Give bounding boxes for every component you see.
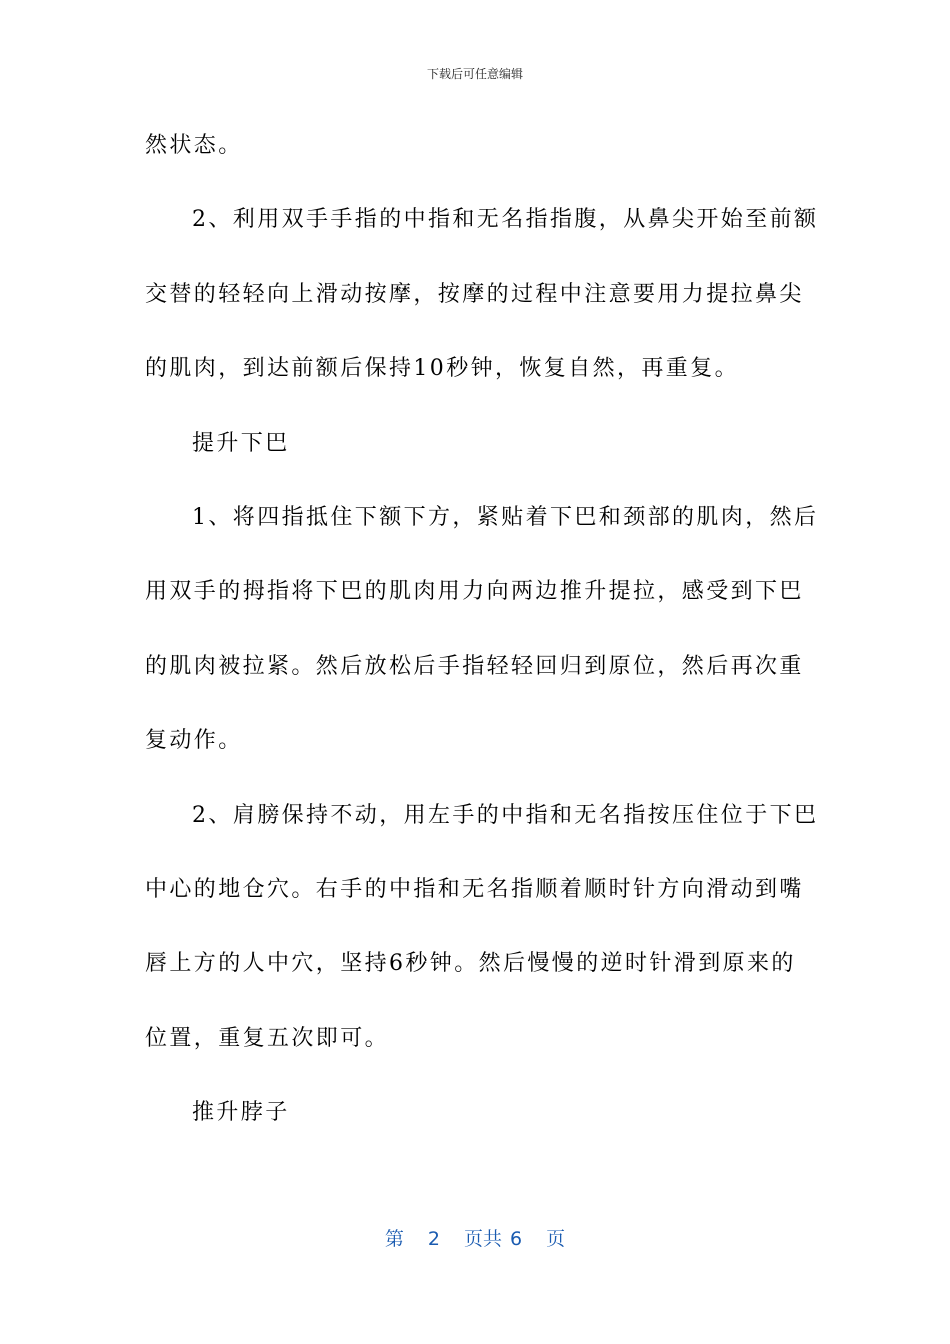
paragraph-line: 位置，重复五次即可。 <box>145 1025 390 1051</box>
paragraph-line: 2、肩膀保持不动，用左手的中指和无名指按压住位于下巴 <box>192 802 819 828</box>
footer-prefix: 第 <box>384 1228 404 1250</box>
paragraph-line: 唇上方的人中穴，坚持6秒钟。然后慢慢的逆时针滑到原来的 <box>145 951 796 977</box>
footer-suffix: 页 <box>546 1228 566 1250</box>
paragraph-line: 中心的地仓穴。右手的中指和无名指顺着顺时针方向滑动到嘴 <box>145 876 804 902</box>
paragraph-line: 1、将四指抵住下额下方，紧贴着下巴和颈部的肌肉，然后 <box>192 504 819 530</box>
paragraph-line: 然状态。 <box>145 133 243 158</box>
footer-middle: 页共 <box>463 1228 502 1250</box>
page-number-footer <box>0 1226 950 1252</box>
section-heading: 提升下巴 <box>192 430 290 456</box>
header-note: 下载后可任意编辑 <box>426 67 523 81</box>
body-text <box>145 124 819 1165</box>
total-pages-number: 6 <box>510 1228 523 1250</box>
section-heading: 推升脖子 <box>192 1100 290 1126</box>
paragraph-line: 2、利用双手手指的中指和无名指指腹，从鼻尖开始至前额 <box>192 207 819 233</box>
paragraph-line: 交替的轻轻向上滑动按摩，按摩的过程中注意要用力提拉鼻尖 <box>145 281 804 307</box>
paragraph-line: 复动作。 <box>145 728 243 754</box>
current-page-number: 2 <box>427 1228 440 1250</box>
paragraph-line: 的肌肉，到达前额后保持10秒钟，恢复自然，再重复。 <box>145 356 739 382</box>
paragraph-line: 的肌肉被拉紧。然后放松后手指轻轻回归到原位，然后再次重 <box>145 653 804 679</box>
paragraph-line: 用双手的拇指将下巴的肌肉用力向两边推升提拉，感受到下巴 <box>145 579 804 605</box>
